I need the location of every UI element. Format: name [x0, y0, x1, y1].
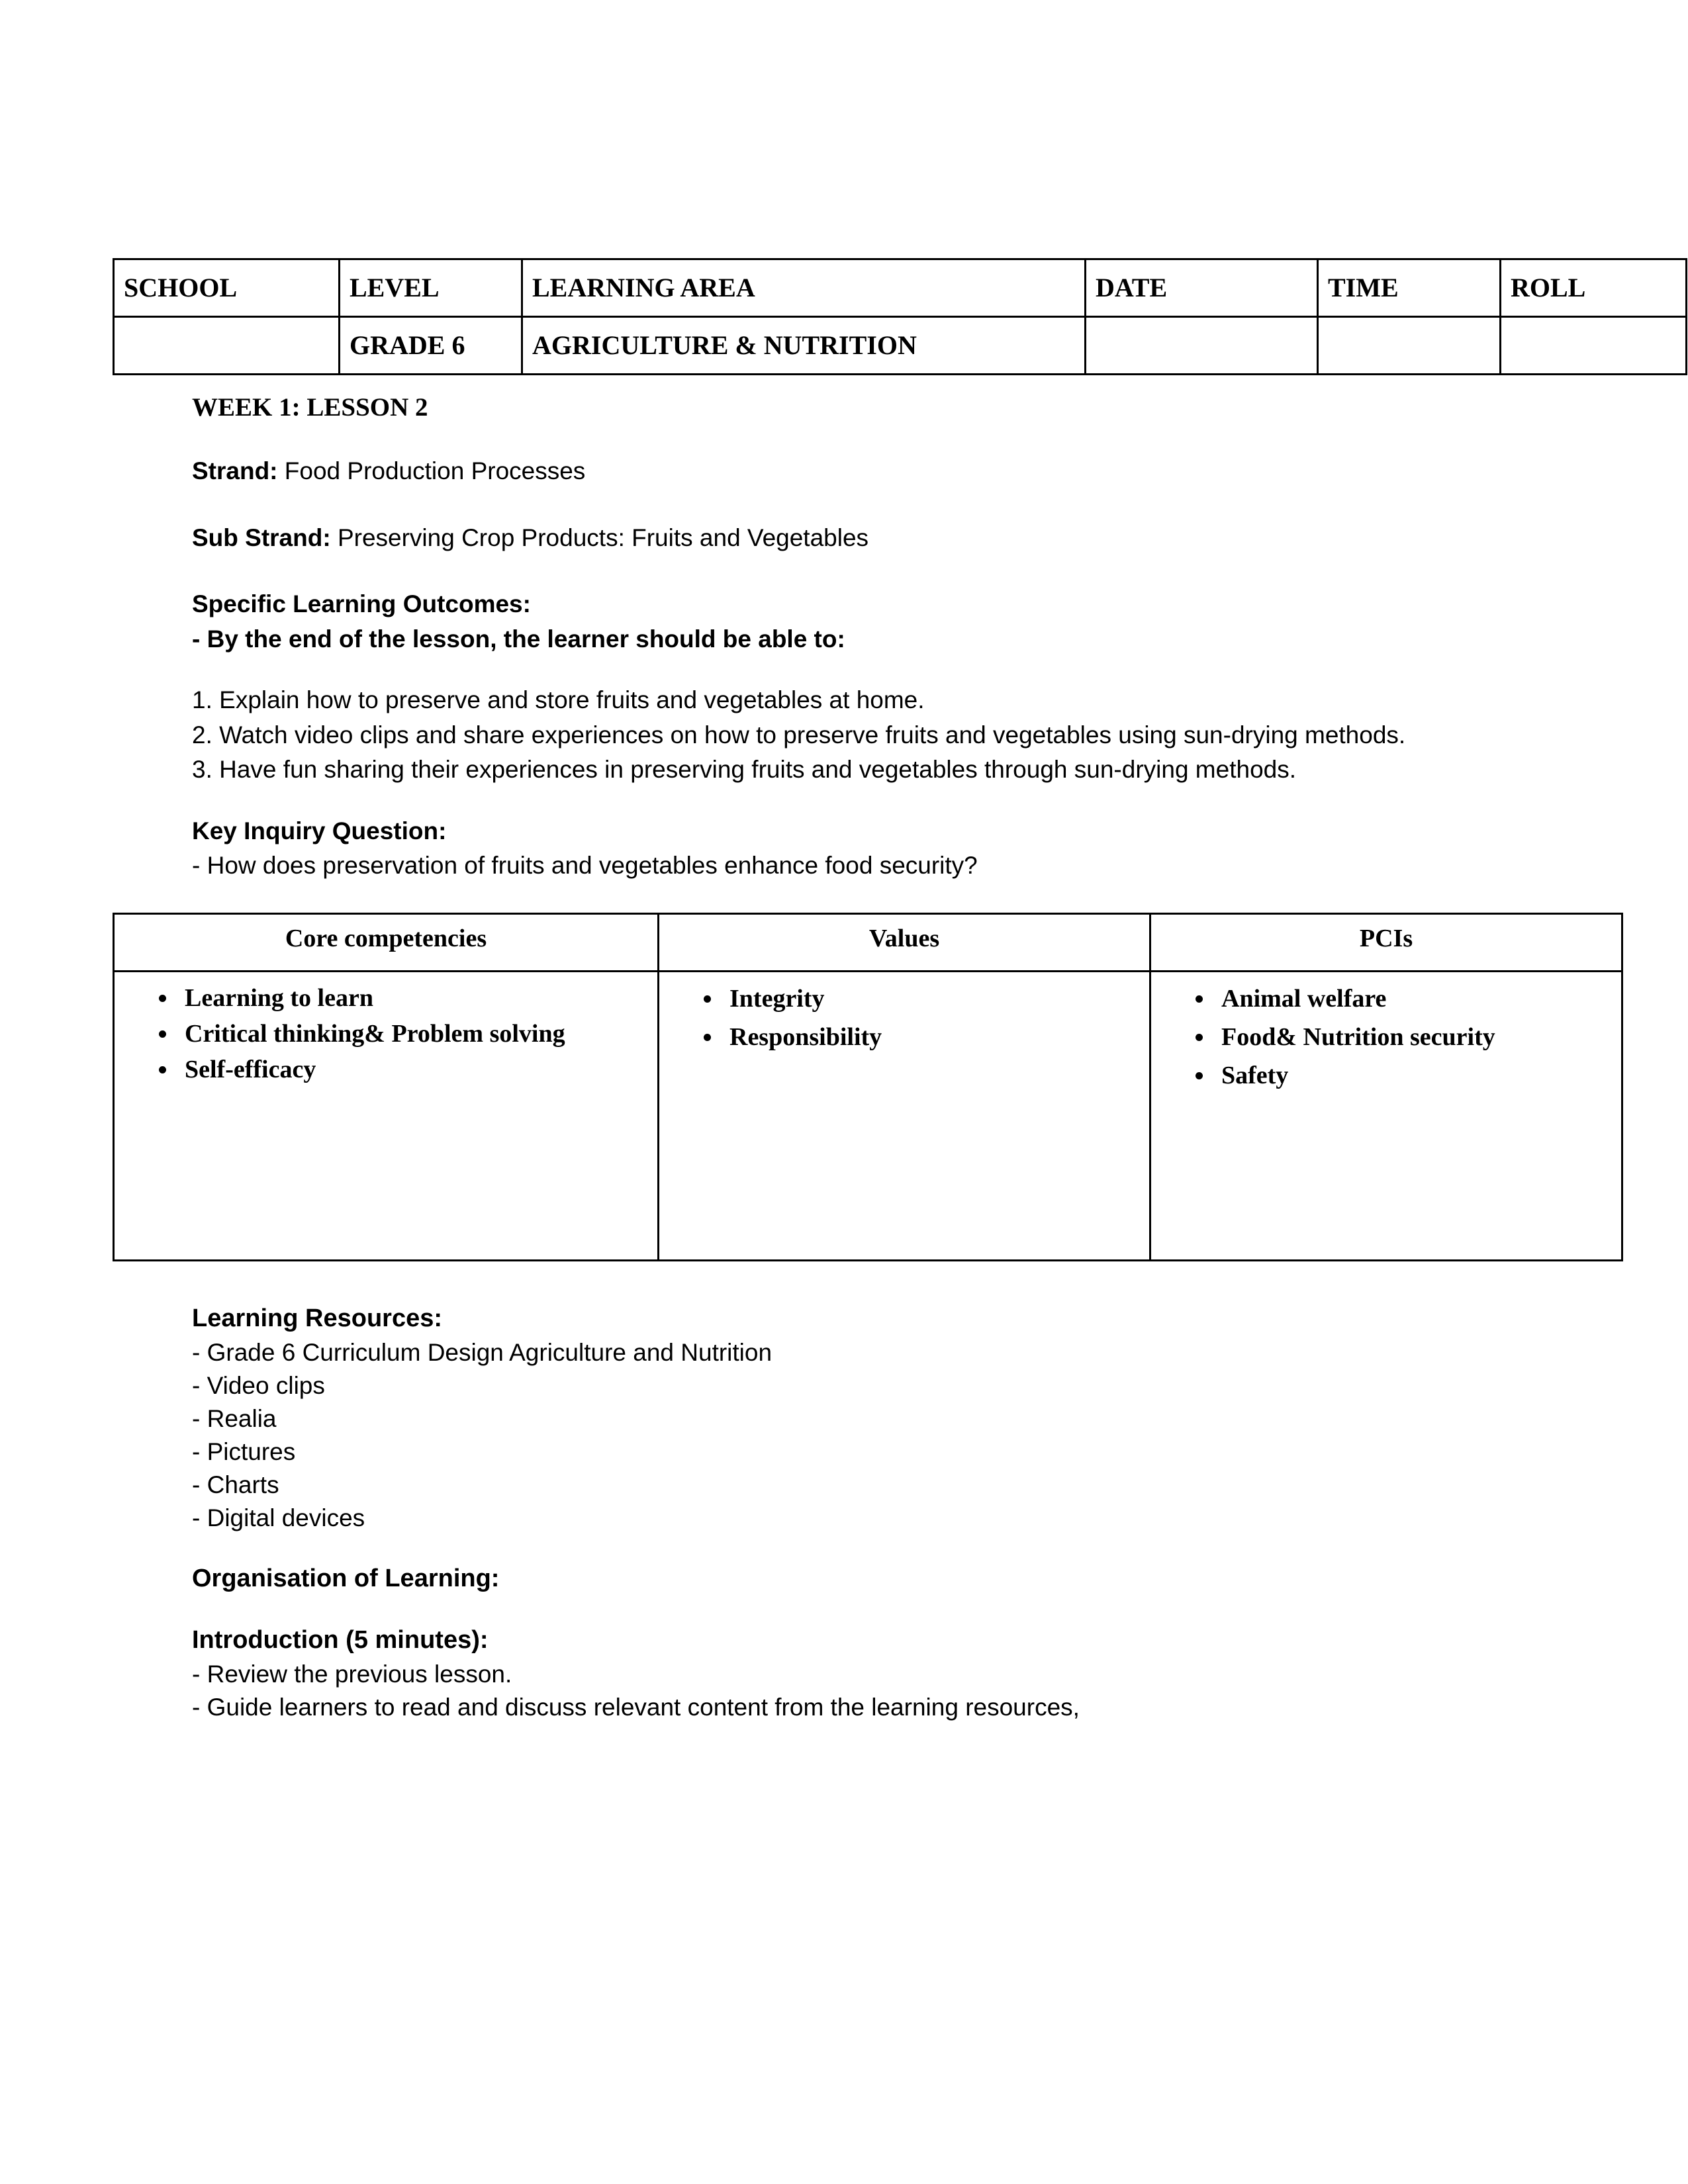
list-item: • Critical thinking& Problem solving — [178, 1017, 651, 1050]
table-row — [114, 971, 1622, 1260]
learning-resource-item-2: - Video clips — [192, 1371, 325, 1399]
pcis-list — [1158, 981, 1615, 1094]
competencies-table — [113, 913, 1623, 1261]
introduction-line-1: - Review the previous lesson. — [192, 1660, 512, 1688]
cell-learning-area: AGRICULTURE & NUTRITION — [522, 317, 1086, 375]
list-item: • Animal welfare — [1215, 981, 1615, 1017]
learning-resources-heading: Learning Resources: — [192, 1304, 442, 1332]
lesson-header-table — [113, 258, 1687, 375]
list-item: • Safety — [1215, 1058, 1615, 1094]
list-item: • Learning to learn — [178, 981, 651, 1015]
learning-resource-item-4: - Pictures — [192, 1437, 296, 1465]
table-row — [114, 317, 1687, 375]
week-lesson-title: WEEK 1: LESSON 2 — [192, 393, 428, 422]
introduction-line-2: - Guide learners to read and discuss relevant content from the learning resources, — [192, 1693, 1080, 1721]
column-header-pcis: PCIs — [1150, 913, 1622, 971]
lesson-body — [192, 392, 1516, 884]
cell-school — [114, 317, 340, 375]
cell-roll — [1501, 317, 1687, 375]
learning-resource-item-5: - Charts — [192, 1471, 279, 1498]
outcome-item-1: 1. Explain how to preserve and store fruits and vegetables at home. — [192, 686, 925, 714]
learning-resource-item-6: - Digital devices — [192, 1504, 365, 1531]
list-item: • Integrity — [723, 981, 1143, 1017]
column-header-date: DATE — [1086, 259, 1318, 317]
table-header-row — [114, 913, 1622, 971]
table-header-row — [114, 259, 1687, 317]
cell-pcis — [1150, 971, 1622, 1260]
organisation-of-learning-heading: Organisation of Learning: — [192, 1564, 500, 1592]
list-item: • Food& Nutrition security — [1215, 1020, 1615, 1056]
list-item: • Responsibility — [723, 1020, 1143, 1056]
cell-level: GRADE 6 — [340, 317, 522, 375]
outcome-item-2: 2. Watch video clips and share experiences on how to preserve fruits and vegetables using sun-drying methods. — [192, 721, 1406, 749]
key-inquiry-heading: Key Inquiry Question: — [192, 817, 447, 844]
introduction-heading: Introduction (5 minutes): — [192, 1625, 489, 1654]
outcome-item-3: 3. Have fun sharing their experiences in preserving fruits and vegetables through sun-drying methods. — [192, 756, 1296, 784]
key-inquiry-question: - How does preservation of fruits and vegetables enhance food security? — [192, 852, 978, 880]
strand-value: Food Production Processes — [284, 457, 586, 484]
cell-date — [1086, 317, 1318, 375]
column-header-roll: ROLL — [1501, 259, 1687, 317]
lesson-lower-body — [192, 1301, 1516, 1724]
cell-time — [1318, 317, 1501, 375]
list-item: • Self-efficacy — [178, 1053, 651, 1086]
column-header-level: LEVEL — [340, 259, 522, 317]
sub-strand-value: Preserving Crop Products: Fruits and Vegetables — [337, 523, 869, 551]
values-list — [666, 981, 1143, 1056]
learning-resource-item-1: - Grade 6 Curriculum Design Agriculture and Nutrition — [192, 1338, 773, 1366]
strand-line — [192, 454, 1516, 489]
strand-label: Strand: — [192, 457, 278, 484]
column-header-values: Values — [659, 913, 1150, 971]
learning-resource-item-3: - Realia — [192, 1404, 277, 1432]
cell-values — [659, 971, 1150, 1260]
column-header-time: TIME — [1318, 259, 1501, 317]
column-header-learning-area: LEARNING AREA — [522, 259, 1086, 317]
learning-outcomes-heading: Specific Learning Outcomes: — [192, 590, 531, 618]
learning-outcomes-subheading: - By the end of the lesson, the learner should be able to: — [192, 625, 845, 653]
column-header-school: SCHOOL — [114, 259, 340, 317]
sub-strand-line — [192, 521, 1516, 556]
cell-core-competencies — [114, 971, 659, 1260]
core-competencies-list — [121, 981, 651, 1086]
sub-strand-label: Sub Strand: — [192, 523, 331, 551]
column-header-core-competencies: Core competencies — [114, 913, 659, 971]
